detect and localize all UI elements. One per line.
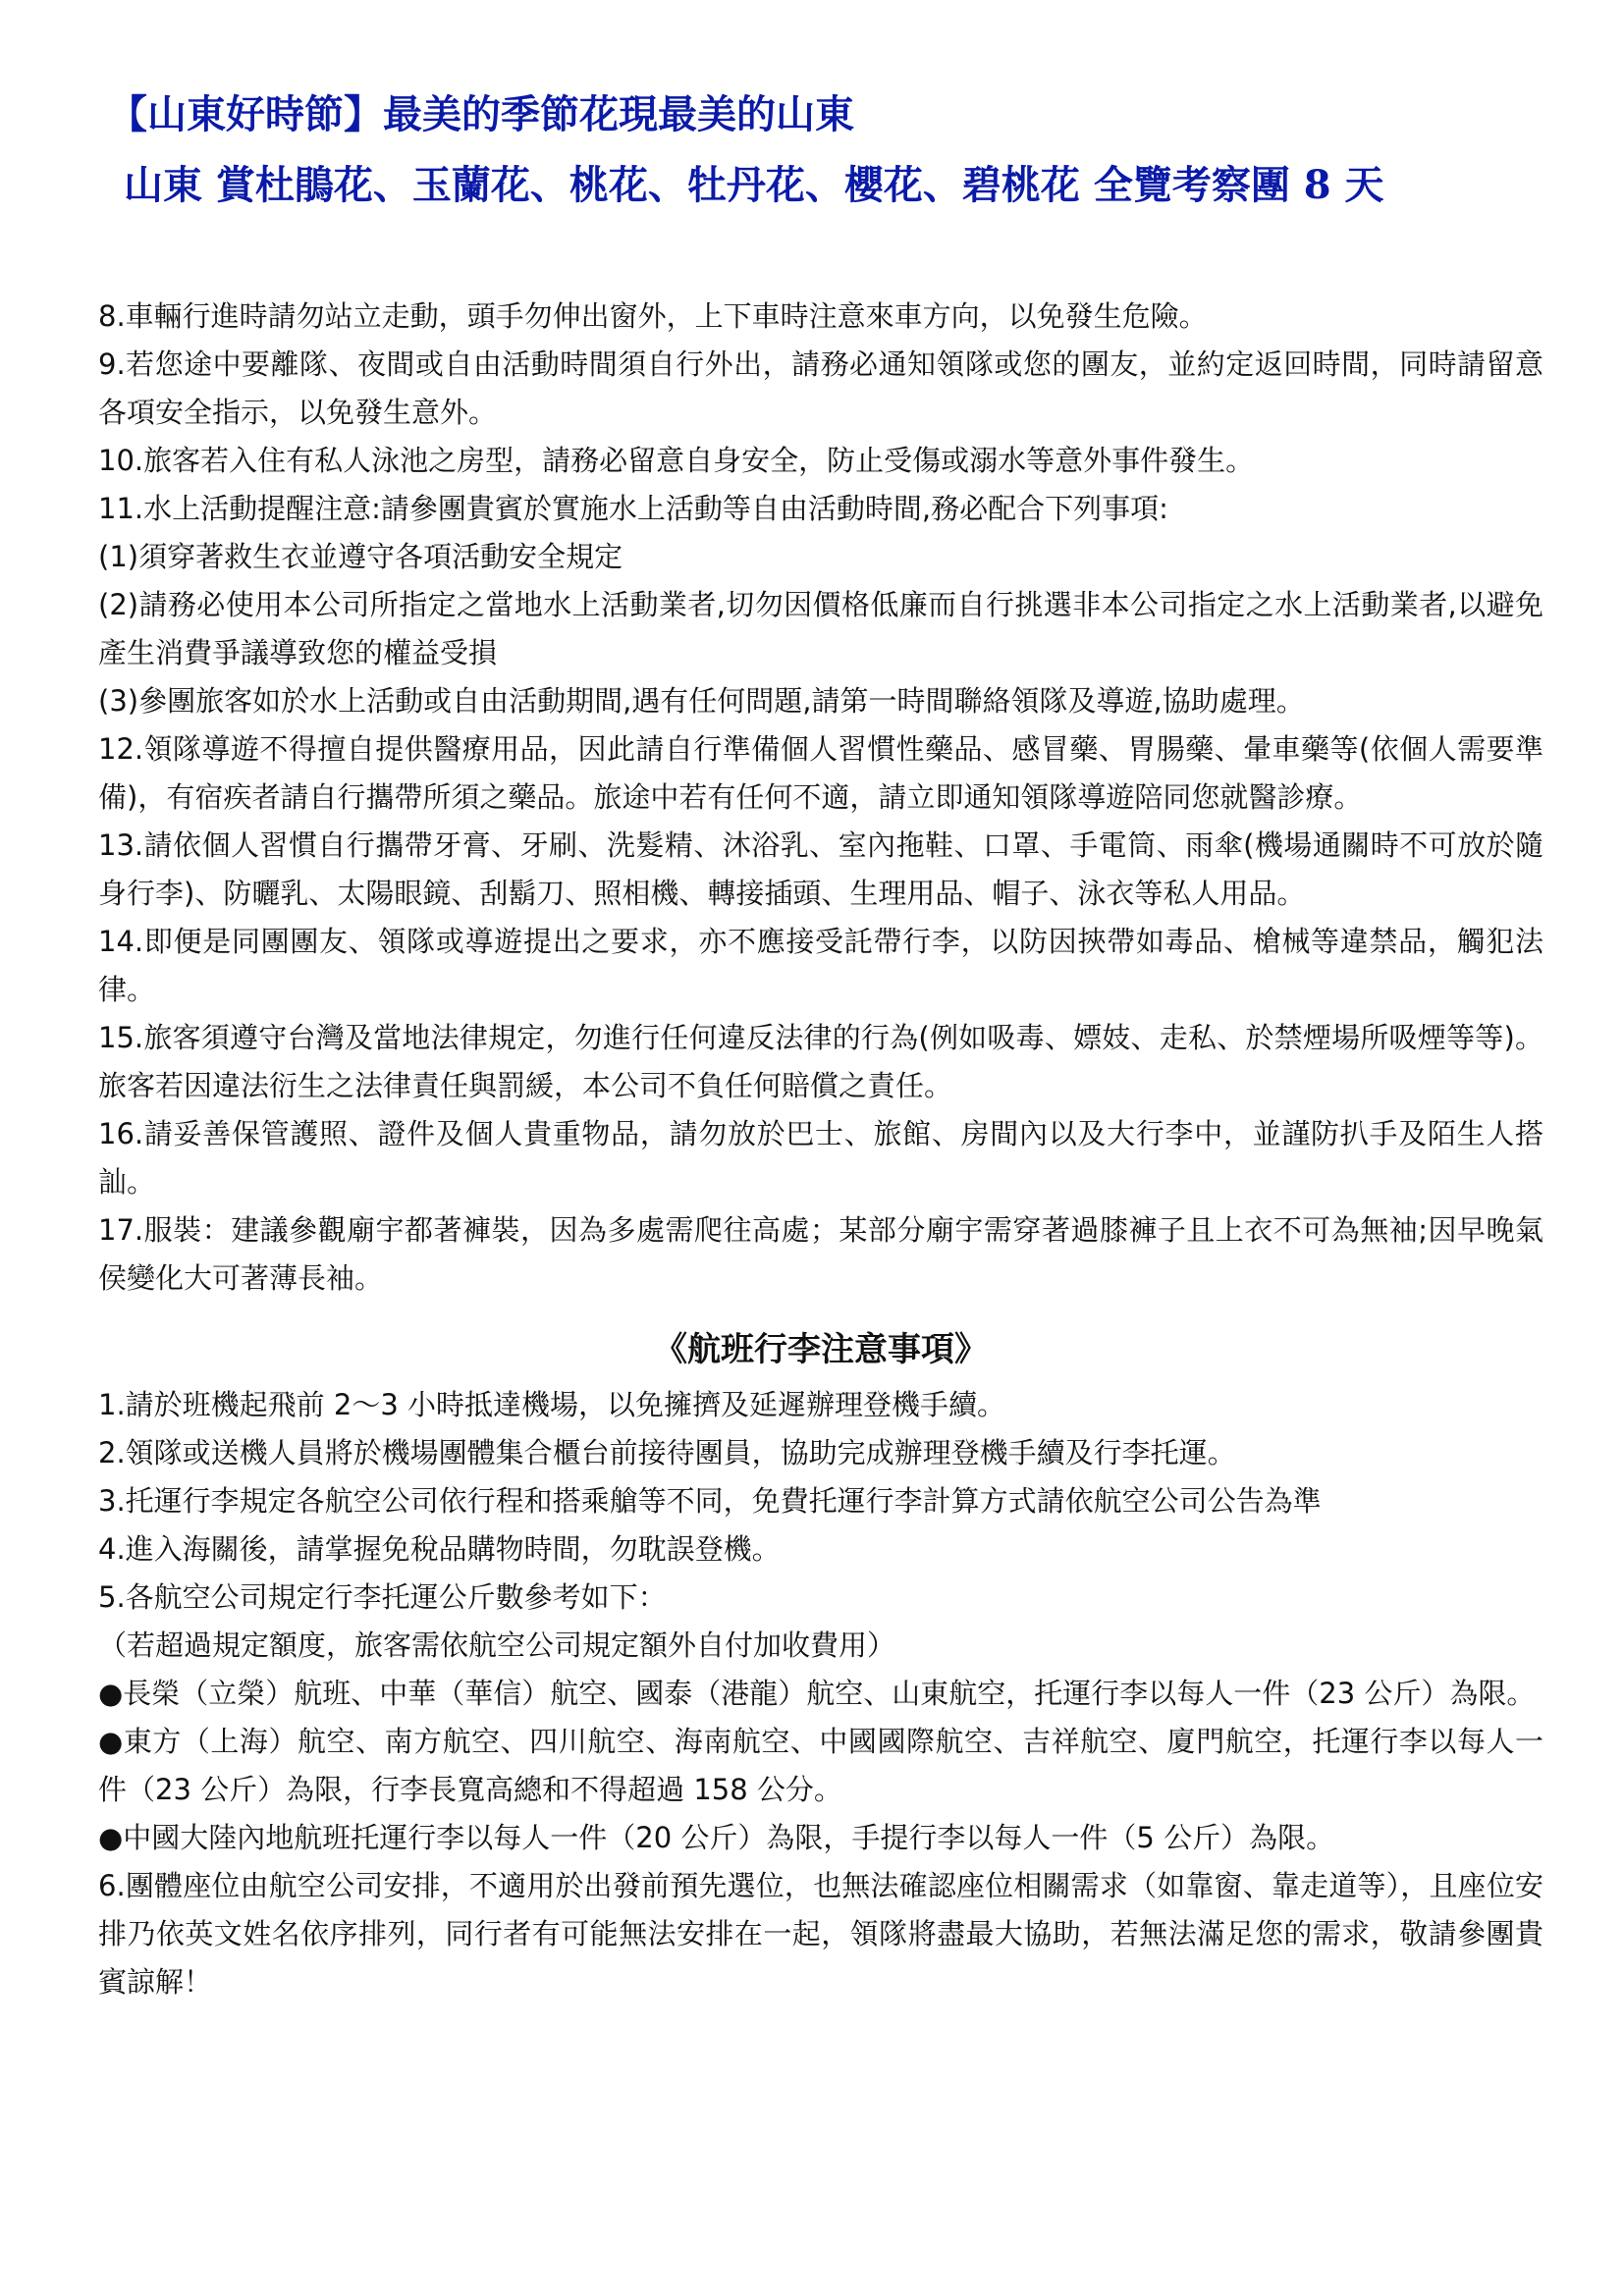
flight-item-2: 2.領隊或送機人員將於機場團體集合櫃台前接待團員，協助完成辦理登機手續及行李托運。 <box>98 1436 1236 1469</box>
note-item-14: 14.即便是同團團友、領隊或導遊提出之要求，亦不應接受託帶行李，以防因挾帶如毒品、槍械等違禁品，觸犯法律。 <box>98 925 1543 1006</box>
document-body <box>98 293 1543 2006</box>
note-item-15: 15.旅客須遵守台灣及當地法律規定，勿進行任何違反法律的行為(例如吸毒、嫖妓、走私、於禁煙場所吸煙等等)。旅客若因違法衍生之法律責任與罰緩，本公司不負任何賠償之責任。 <box>98 1021 1543 1102</box>
page-subtitle: 山東 賞杜鵑花、玉蘭花、桃花、牡丹花、櫻花、碧桃花 全覽考察團 8 天 <box>124 162 1384 208</box>
flight-item-5-note: （若超過規定額度，旅客需依航空公司規定額外自付加收費用） <box>98 1629 896 1662</box>
flight-item-1: 1.請於班機起飛前 2～3 小時抵達機場，以免擁擠及延遲辦理登機手續。 <box>98 1388 1006 1421</box>
flight-bullet-3: ●中國大陸內地航班托運行李以每人一件（20 公斤）為限，手提行李以每人一件（5 公斤）為限。 <box>98 1821 1335 1854</box>
note-item-9: 9.若您途中要離隊、夜間或自由活動時間須自行外出，請務必通知領隊或您的團友，並約定返回時間，同時請留意各項安全指示，以免發生意外。 <box>98 347 1543 429</box>
flight-item-3: 3.托運行李規定各航空公司依行程和搭乘艙等不同，免費托運行李計算方式請依航空公司公告為準 <box>98 1484 1322 1518</box>
note-item-11-1: (1)須穿著救生衣並遵守各項活動安全規定 <box>98 540 623 573</box>
note-item-8: 8.車輛行進時請勿站立走動，頭手勿伸出窗外，上下車時注意來車方向，以免發生危險。 <box>98 299 1208 333</box>
note-item-16: 16.請妥善保管護照、證件及個人貴重物品，請勿放於巴士、旅館、房間內以及大行李中，並謹防扒手及陌生人搭訕。 <box>98 1117 1543 1199</box>
note-item-11: 11.水上活動提醒注意:請參團貴賓於實施水上活動等自由活動時間,務必配合下列事項: <box>98 492 1168 525</box>
flight-item-4: 4.進入海關後，請掌握免稅品購物時間，勿耽誤登機。 <box>98 1532 781 1566</box>
document-header <box>108 86 1542 214</box>
page-title: 【山東好時節】最美的季節花現最美的山東 <box>108 91 854 137</box>
note-item-12: 12.領隊導遊不得擅自提供醫療用品，因此請自行準備個人習慣性藥品、感冒藥、胃腸藥、暈車藥等(依個人需要準備)，有宿疾者請自行攜帶所須之藥品。旅途中若有任何不適，請立即通知領隊導遊陪同您就醫診療。 <box>98 732 1543 814</box>
note-item-11-3: (3)參團旅客如於水上活動或自由活動期間,遇有任何問題,請第一時間聯絡領隊及導遊,協助處理。 <box>98 684 1305 718</box>
flight-item-5: 5.各航空公司規定行李托運公斤數參考如下： <box>98 1580 667 1614</box>
note-item-10: 10.旅客若入住有私人泳池之房型，請務必留意自身安全，防止受傷或溺水等意外事件發生。 <box>98 444 1255 477</box>
flight-section-title: 《航班行李注意事項》 <box>654 1330 988 1369</box>
note-item-11-2: (2)請務必使用本公司所指定之當地水上活動業者,切勿因價格低廉而自行挑選非本公司指定之水上活動業者,以避免產生消費爭議導致您的權益受損 <box>98 588 1543 669</box>
note-item-17: 17.服裝：建議參觀廟宇都著褲裝，因為多處需爬往高處；某部分廟宇需穿著過膝褲子且上衣不可為無袖;因早晚氣侯變化大可著薄長袖。 <box>98 1213 1543 1295</box>
note-item-13: 13.請依個人習慣自行攜帶牙膏、牙刷、洗髮精、沐浴乳、室內拖鞋、口罩、手電筒、雨傘(機場通關時不可放於隨身行李)、防曬乳、太陽眼鏡、刮鬍刀、照相機、轉接插頭、生理用品、帽子、泳衣等私人用品。 <box>98 828 1543 910</box>
flight-bullet-1: ●長榮（立榮）航班、中華（華信）航空、國泰（港龍）航空、山東航空，托運行李以每人一件（23 公斤）為限。 <box>98 1677 1536 1710</box>
flight-item-6: 6.團體座位由航空公司安排，不適用於出發前預先選位，也無法確認座位相關需求（如靠窗、靠走道等），且座位安排乃依英文姓名依序排列，同行者有可能無法安排在一起，領隊將盡最大協助，若無法滿足您的需求，敬請參團貴賓諒解！ <box>98 1869 1543 1999</box>
flight-bullet-2: ●東方（上海）航空、南方航空、四川航空、海南航空、中國國際航空、吉祥航空、廈門航空，托運行李以每人一件（23 公斤）為限，行李長寬高總和不得超過 158 公分。 <box>98 1725 1543 1806</box>
